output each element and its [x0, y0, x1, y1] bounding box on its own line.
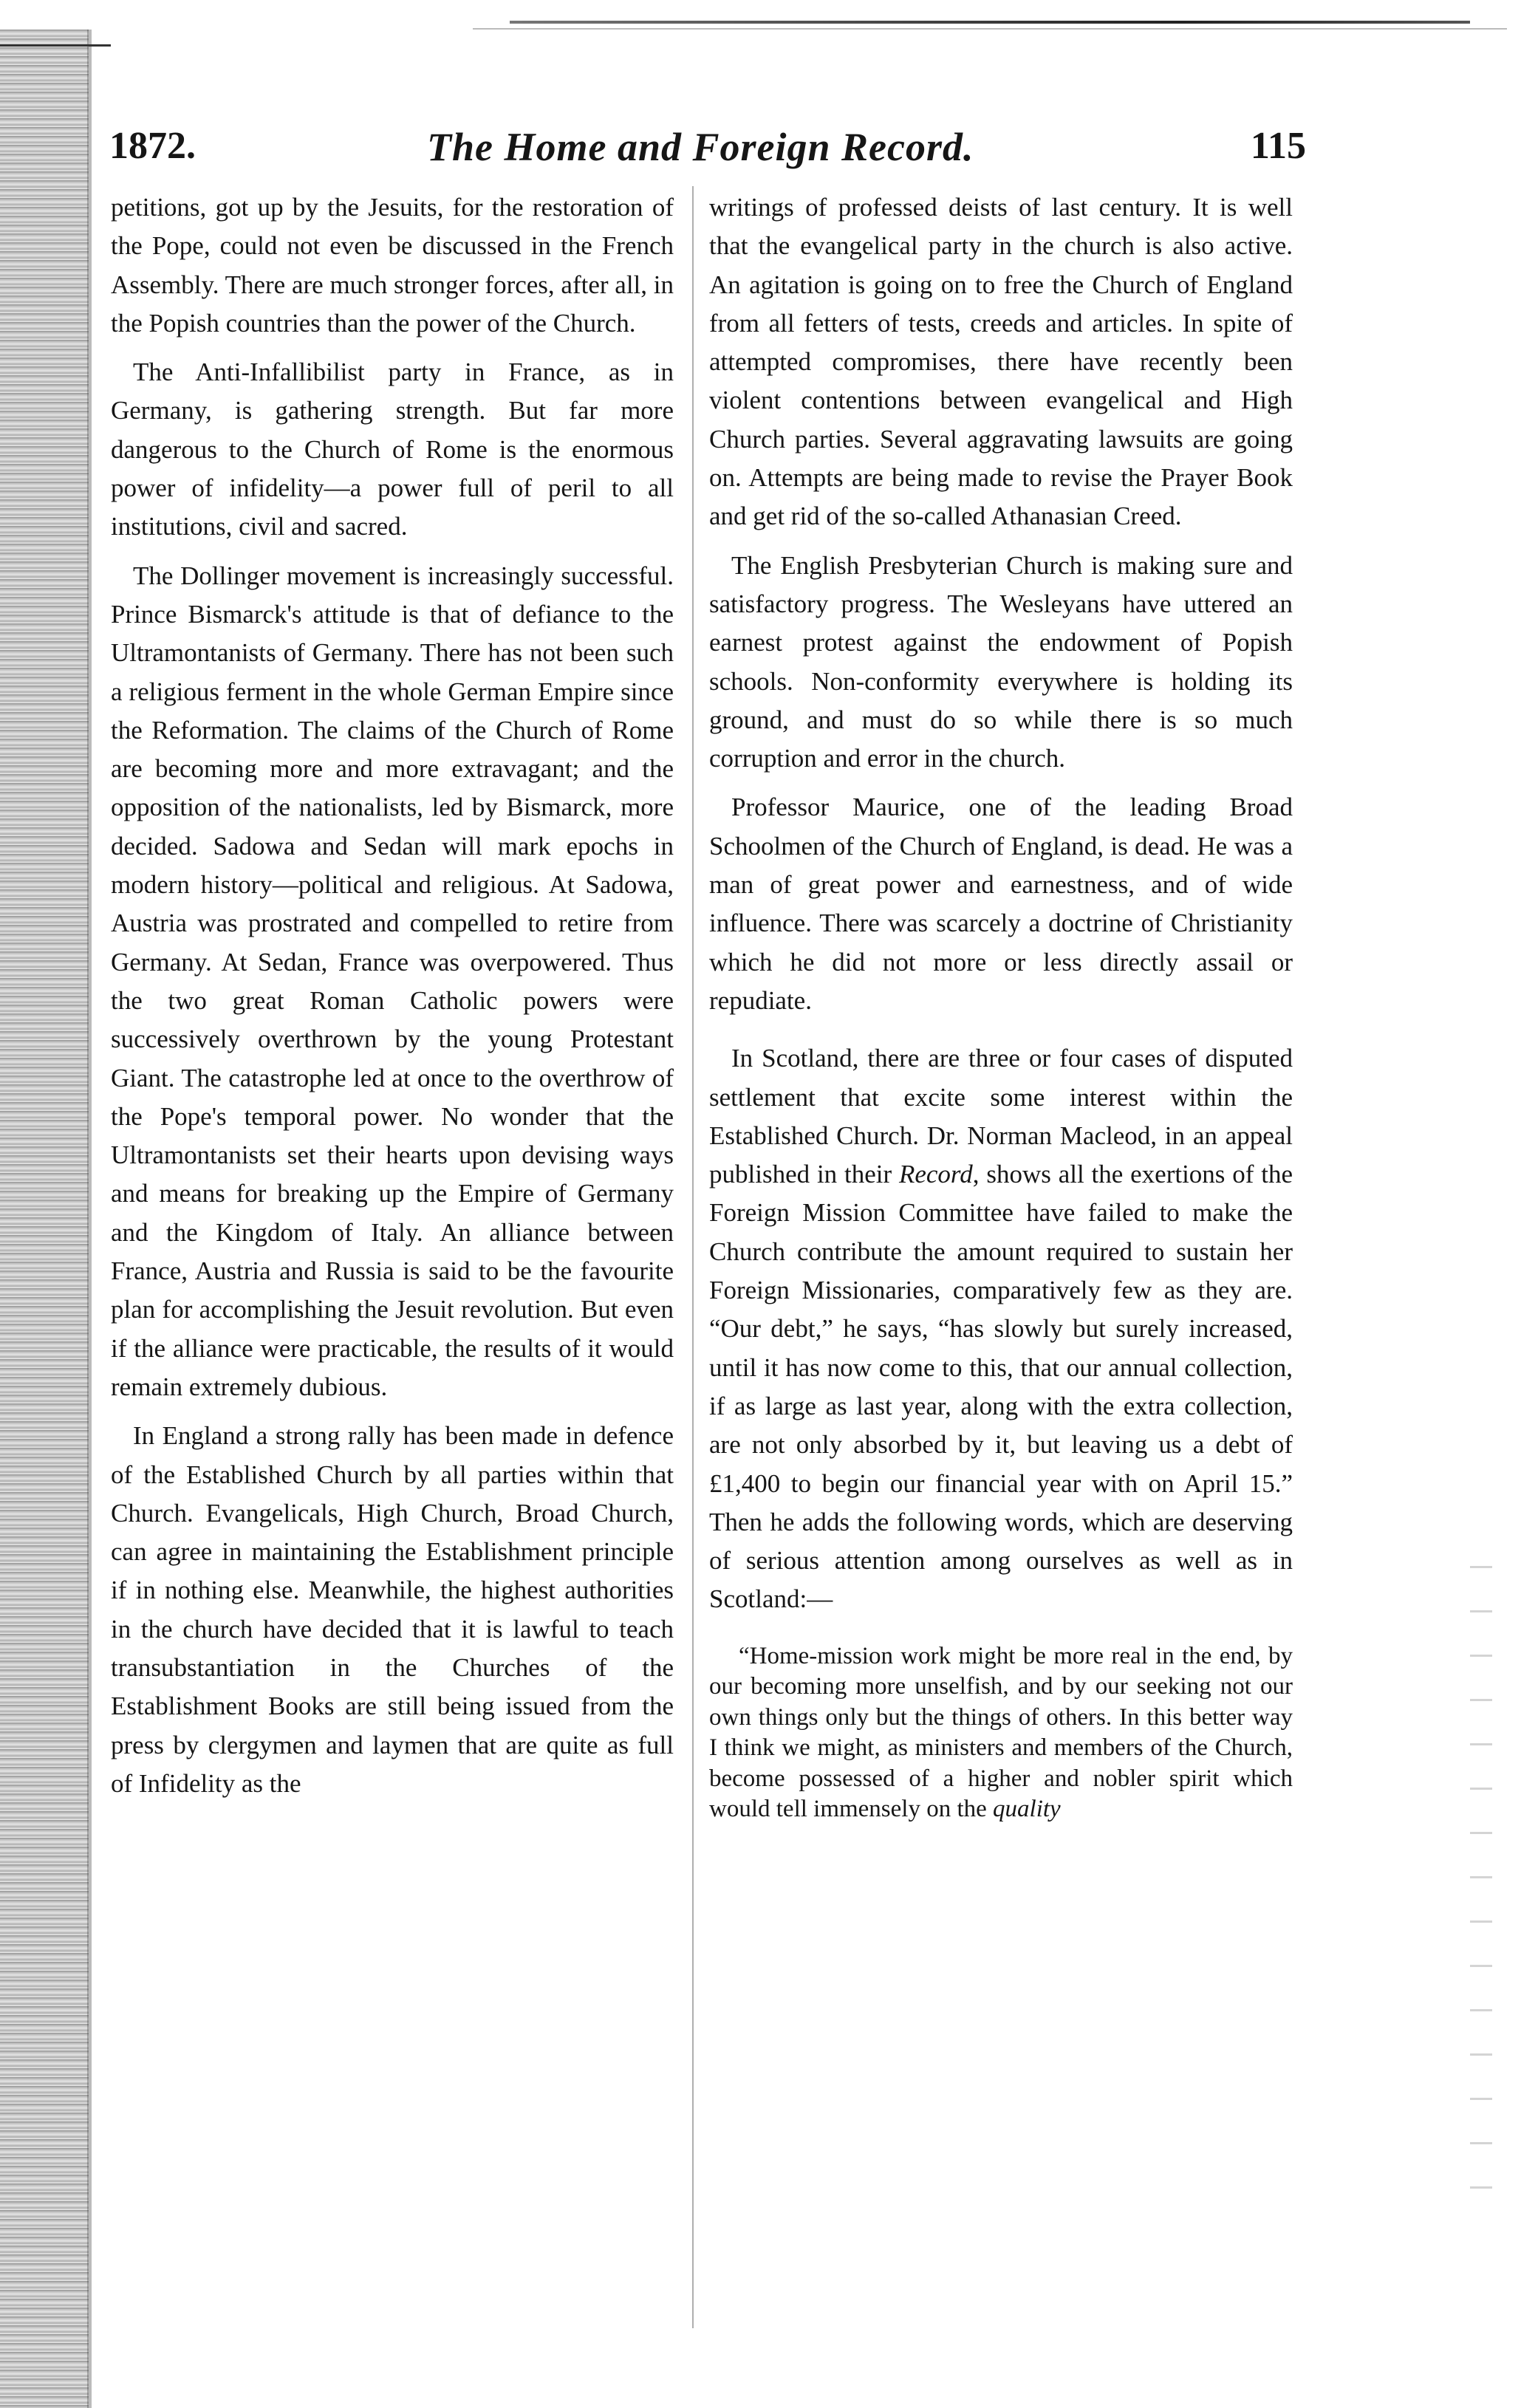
quote-emphasis: quality: [993, 1796, 1061, 1823]
paragraph-text: In Scotland, there are three or four cases of disputed settlement that excite some interest within the Established Church. Dr. Norman Macleod, in an appeal published in their: [709, 1044, 1293, 1189]
paragraph: The English Presbyterian Church is making sure and satisfactory progress. The Wesleyans have uttered an earnest protest against the endowment of Popish schools. Non-conformity everywhere is holding its ground, and must do so while there is so much corruption and error in the church.: [709, 550, 1293, 773]
left-column: [111, 188, 674, 1803]
paragraph-text: , shows all the exertions of the Foreign Mission Committee have failed to make the Church contribute the amount required to sustain her Foreign Missionaries, comparatively few as they are. “Our debt,” he says, “has slowly but surely increased, until it has now come to this, that our annual collection, if as large as last year, along with the extra collection, are not only absorbed by it, but leaving us a debt of £1,400 to begin our financial year with on April 15.” Then he adds the following words, which are deserving of serious attention among ourselves as well as in Scotland:—: [709, 1160, 1293, 1614]
paragraph: The Anti-Infallibilist party in France, as in Germany, is gathering strength. But far more dangerous to the Church of Rome is the enormous power of infidelity—a power full of peril to all institutions, civil and sacred.: [111, 358, 674, 541]
paragraph: Professor Maurice, one of the leading Broad Schoolmen of the Church of England, is dead. He was a man of great power and earnestness, and of wide influence. There was scarcely a doctrine of Christianity which he did not more or less directly assail or repudiate.: [709, 793, 1293, 1015]
top-rule-thin: [473, 28, 1507, 30]
paragraph: [709, 1039, 1293, 1618]
paragraph: writings of professed deists of last century. It is well that the evangelical party in the church is also active. An agitation is going on to free the Church of England from all fetters of tests, creeds and articles. In spite of attempted compromises, there have recently been violent contentions between evangelical and High Church parties. Several aggravating lawsuits are going on. Attempts are being made to revise the Prayer Book and get rid of the so-called Athanasian Creed.: [709, 193, 1293, 531]
page-number: 115: [1250, 125, 1306, 167]
top-rule: [510, 21, 1470, 24]
right-column: [709, 188, 1293, 1825]
quotation: [709, 1641, 1293, 1825]
corner-mark: [0, 44, 111, 47]
binding-shadow: [87, 30, 92, 2408]
running-header: [109, 124, 1306, 183]
paragraph: petitions, got up by the Jesuits, for the restoration of the Pope, could not even be discussed in the French Assembly. There are much stronger forces, after all, in the Popish countries than the power of the Church.: [111, 193, 674, 338]
header-title: The Home and Foreign Record.: [427, 125, 974, 169]
page-binding-edge: [0, 30, 89, 2408]
scan-specks: [1470, 1551, 1492, 2216]
quote-text: “Home-mission work might be more real in the end, by our becoming more unselfish, and by our seeking not our own things only but the things of others. In this better way I think we might, as ministers and members of the Church, become possessed of a higher and nobler spirit which would tell immensely on the: [709, 1642, 1293, 1823]
italic-title: Record: [898, 1160, 973, 1189]
paragraph: In England a strong rally has been made in defence of the Established Church by all parties within that Church. Evangelicals, High Church, Broad Church, can agree in maintaining the Establishment principle if in nothing else. Meanwhile, the highest authorities in the church have decided that it is lawful to teach transubstantiation in the Churches of the Establishment Books are still being issued from the press by clergymen and laymen that are quite as full of Infidelity as the: [111, 1421, 674, 1798]
paragraph: The Dollinger movement is increasingly successful. Prince Bismarck's attitude is that of defiance to the Ultramontanists of Germany. There has not been such a religious ferment in the whole German Empire since the Reformation. The claims of the Church of Rome are becoming more and more extravagant; and the opposition of the nationalists, led by Bismarck, more decided. Sadowa and Sedan will mark epochs in modern history—political and religious. At Sadowa, Austria was prostrated and compelled to retire from Germany. At Sedan, France was overpowered. Thus the two great Roman Catholic powers were successively overthrown by the young Protestant Giant. The catastrophe led at once to the overthrow of the Pope's temporal power. No wonder that the Ultramontanists set their hearts upon devising ways and means for breaking up the Empire of Germany and the Kingdom of Italy. An alliance between France, Austria and Russia is said to be the favourite plan for accomplishing the Jesuit revolution. But even if the alliance were practicable, the results of it would remain extremely dubious.: [111, 561, 674, 1401]
column-divider: [692, 186, 694, 2328]
header-year: 1872.: [109, 125, 196, 167]
